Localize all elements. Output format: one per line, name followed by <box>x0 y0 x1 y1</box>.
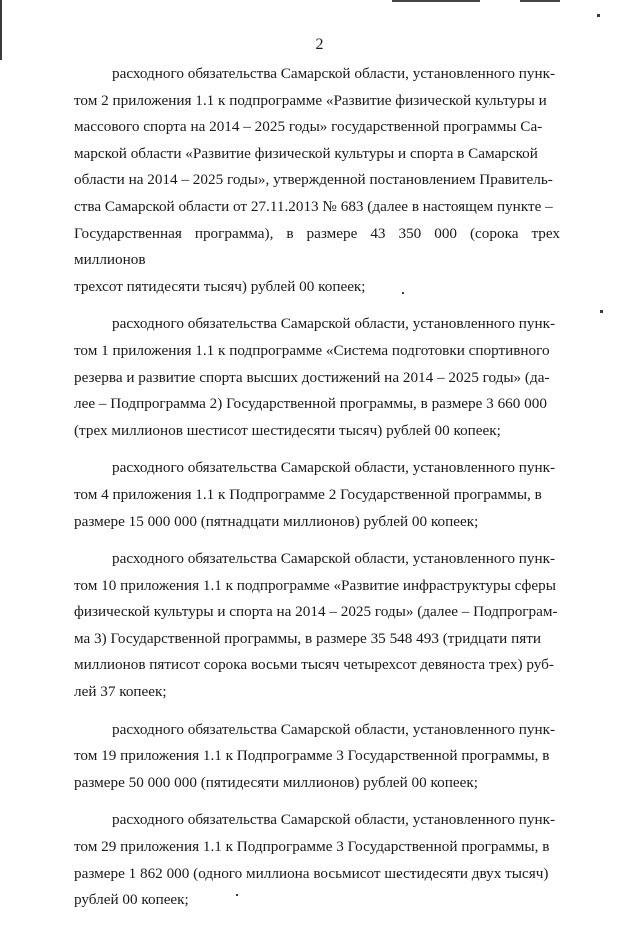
scan-edge-line <box>520 0 560 2</box>
scan-edge-line <box>392 0 480 2</box>
scan-dot <box>600 310 603 313</box>
paragraph-obligation-3: расходного обязательства Самарской области, установленного пунк- том 4 приложения 1.1 к Подпрограмме 2 Государственной программы, в размере 15 000 000 (пятнадцати миллионов) рублей 00 копеек; <box>74 459 556 530</box>
document-body <box>74 61 560 925</box>
paragraph-obligation-1: расходного обязательства Самарской области, установленного пунк- том 2 приложения 1.1 к подпрограмме «Развитие физической культуры и массового спорта на 2014 – 2025 годы» государственной программы Са- марской области «Развитие физической культуры и спорта в Самарской области на 2014 – 2025 годы», утвержденной постановлением Правитель- ства Самарской области от 27.11.2013 № 683 (далее в настоящем пункте – Государственная программа), в размере 43 350 000 (сорока трех миллионов трехсот пятидесяти тысяч) рублей 00 копеек; <box>74 65 560 295</box>
scan-dot <box>597 14 600 17</box>
paragraph-obligation-4: расходного обязательства Самарской области, установленного пунк- том 10 приложения 1.1 к подпрограмме «Развитие инфраструктуры сферы физической культуры и спорта на 2014 – 2025 годы» (далее – Подпрограм- ма 3) Государственной программы, в размере 35 548 493 (тридцати пяти миллионов пятисот сорока восьми тысяч четырехсот девяноста трех) руб- лей 37 копеек; <box>74 550 558 701</box>
paragraph-obligation-6: расходного обязательства Самарской области, установленного пунк- том 29 приложения 1.1 к Подпрограмме 3 Государственной программы, в размере 1 862 000 (одного миллиона восьмисот шестидесяти двух тысяч) рублей 00 копеек; <box>74 811 556 909</box>
paragraph-obligation-5: расходного обязательства Самарской области, установленного пунк- том 19 приложения 1.1 к Подпрограмме 3 Государственной программы, в размере 50 000 000 (пятидесяти миллионов) рублей 00 копеек; <box>74 720 556 791</box>
page-number: 2 <box>315 36 324 53</box>
paragraph-obligation-2: расходного обязательства Самарской области, установленного пунк- том 1 приложения 1.1 к подпрограмме «Система подготовки спортивного резерва и развитие спорта высших достижений на 2014 – 2025 годы» (да- лее – Подпрограмма 2) Государственной программы, в размере 3 660 000 (трех миллионов шестисот шестидесяти тысяч) рублей 00 копеек; <box>74 315 556 439</box>
